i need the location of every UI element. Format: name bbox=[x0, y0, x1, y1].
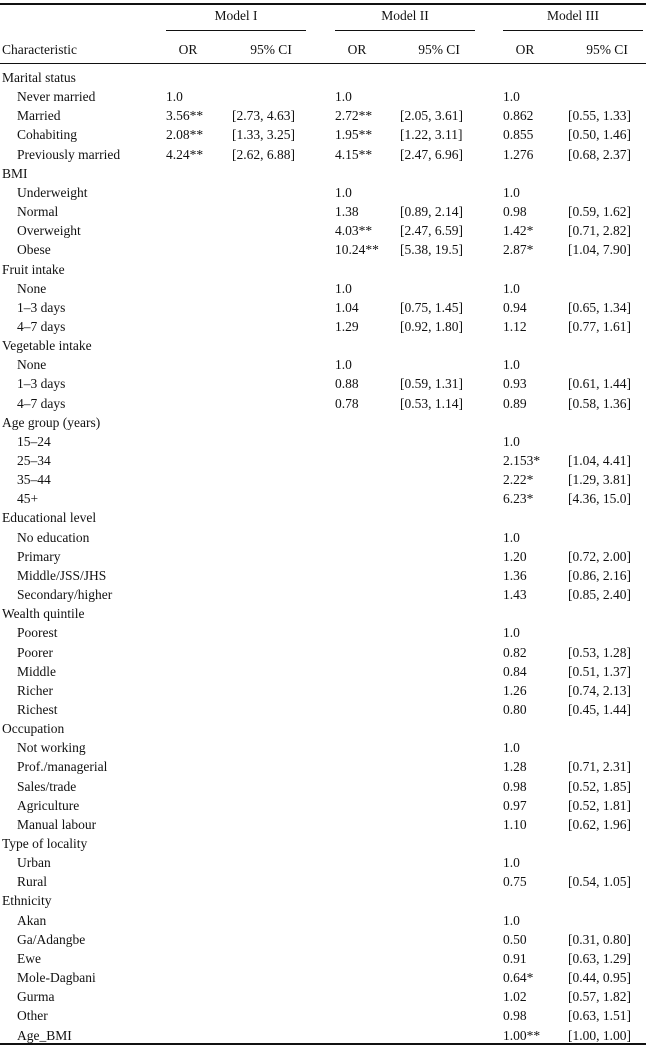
cell-m3-ci: [0.50, 1.46] bbox=[568, 127, 631, 142]
cell-m2-or: 0.88 bbox=[335, 376, 359, 391]
row-label: Ewe bbox=[17, 951, 41, 966]
cell-m2-or: 1.0 bbox=[335, 89, 352, 104]
row-label: 4–7 days bbox=[17, 319, 66, 334]
cell-m3-or: 1.0 bbox=[503, 185, 520, 200]
row-label: Sales/trade bbox=[17, 779, 77, 794]
cell-m3-or: 1.0 bbox=[503, 89, 520, 104]
row-label: Urban bbox=[17, 855, 51, 870]
row-label: Ga/Adangbe bbox=[17, 932, 86, 947]
cell-m2-or: 4.03** bbox=[335, 223, 373, 238]
cell-m3-or: 1.36 bbox=[503, 568, 527, 583]
header-characteristic: Characteristic bbox=[2, 42, 77, 57]
row-label: Agriculture bbox=[17, 798, 80, 813]
cell-m2-or: 1.0 bbox=[335, 185, 352, 200]
cell-m2-ci: [0.59, 1.31] bbox=[400, 376, 463, 391]
model-2-underline bbox=[335, 30, 475, 31]
model-1-underline bbox=[166, 30, 306, 31]
cell-m3-ci: [0.71, 2.82] bbox=[568, 223, 631, 238]
cell-m2-or: 4.15** bbox=[335, 147, 373, 162]
top-rule bbox=[0, 3, 646, 5]
row-label: 35–44 bbox=[17, 472, 51, 487]
model-3-underline bbox=[503, 30, 643, 31]
cell-m2-or: 1.04 bbox=[335, 300, 359, 315]
cell-m3-or: 0.91 bbox=[503, 951, 527, 966]
cell-m3-or: 1.0 bbox=[503, 434, 520, 449]
cell-m3-ci: [1.00, 1.00] bbox=[568, 1028, 631, 1043]
cell-m3-or: 1.0 bbox=[503, 530, 520, 545]
cell-m3-ci: [0.59, 1.62] bbox=[568, 204, 631, 219]
cell-m2-or: 1.29 bbox=[335, 319, 359, 334]
cell-m3-ci: [0.63, 1.51] bbox=[568, 1008, 631, 1023]
cell-m2-ci: [0.53, 1.14] bbox=[400, 396, 463, 411]
cell-m3-ci: [0.85, 2.40] bbox=[568, 587, 631, 602]
cell-m3-or: 0.75 bbox=[503, 874, 527, 889]
section-label: Age group (years) bbox=[2, 415, 101, 430]
row-label: Middle bbox=[17, 664, 56, 679]
row-label: Richer bbox=[17, 683, 53, 698]
header-m2-or: OR bbox=[347, 42, 367, 57]
cell-m1-or: 1.0 bbox=[166, 89, 183, 104]
row-label: Prof./managerial bbox=[17, 759, 108, 774]
section-label: Vegetable intake bbox=[2, 338, 92, 353]
header-m1-ci: 95% CI bbox=[250, 42, 292, 57]
cell-m3-ci: [0.31, 0.80] bbox=[568, 932, 631, 947]
cell-m1-or: 4.24** bbox=[166, 147, 204, 162]
cell-m3-ci: [0.44, 0.95] bbox=[568, 970, 631, 985]
cell-m3-or: 1.28 bbox=[503, 759, 527, 774]
cell-m3-ci: [1.29, 3.81] bbox=[568, 472, 631, 487]
cell-m3-ci: [1.04, 4.41] bbox=[568, 453, 631, 468]
model-1-title: Model I bbox=[214, 8, 258, 23]
row-label: Normal bbox=[17, 204, 59, 219]
cell-m3-or: 2.153* bbox=[503, 453, 541, 468]
section-label: Type of locality bbox=[2, 836, 88, 851]
row-label: 45+ bbox=[17, 491, 39, 506]
row-label: Secondary/higher bbox=[17, 587, 113, 602]
cell-m2-or: 1.0 bbox=[335, 357, 352, 372]
section-label: Marital status bbox=[2, 70, 76, 85]
cell-m1-ci: [2.73, 4.63] bbox=[232, 108, 295, 123]
cell-m3-or: 6.23* bbox=[503, 491, 534, 506]
cell-m2-ci: [2.47, 6.59] bbox=[400, 223, 463, 238]
row-label: 1–3 days bbox=[17, 300, 66, 315]
section-label: Educational level bbox=[2, 510, 97, 525]
cell-m3-or: 0.94 bbox=[503, 300, 527, 315]
cell-m3-ci: [0.53, 1.28] bbox=[568, 645, 631, 660]
cell-m3-or: 1.0 bbox=[503, 855, 520, 870]
cell-m3-or: 0.98 bbox=[503, 779, 527, 794]
row-label: 25–34 bbox=[17, 453, 51, 468]
section-label: Occupation bbox=[2, 721, 65, 736]
cell-m3-ci: [4.36, 15.0] bbox=[568, 491, 631, 506]
cell-m2-or: 1.0 bbox=[335, 281, 352, 296]
cell-m3-or: 1.0 bbox=[503, 357, 520, 372]
cell-m3-or: 1.0 bbox=[503, 913, 520, 928]
cell-m3-ci: [0.52, 1.85] bbox=[568, 779, 631, 794]
row-label: Poorer bbox=[17, 645, 53, 660]
cell-m3-or: 0.93 bbox=[503, 376, 527, 391]
model-2-title: Model II bbox=[381, 8, 429, 23]
cell-m3-ci: [0.77, 1.61] bbox=[568, 319, 631, 334]
row-label: Richest bbox=[17, 702, 58, 717]
cell-m3-ci: [1.04, 7.90] bbox=[568, 242, 631, 257]
cell-m1-ci: [1.33, 3.25] bbox=[232, 127, 295, 142]
row-label: Previously married bbox=[17, 147, 121, 162]
cell-m3-or: 1.12 bbox=[503, 319, 527, 334]
cell-m3-ci: [0.68, 2.37] bbox=[568, 147, 631, 162]
row-label: Obese bbox=[17, 242, 51, 257]
cell-m3-or: 1.42* bbox=[503, 223, 534, 238]
row-label: Middle/JSS/JHS bbox=[17, 568, 107, 583]
cell-m3-or: 0.97 bbox=[503, 798, 527, 813]
cell-m2-ci: [1.22, 3.11] bbox=[400, 127, 463, 142]
cell-m3-or: 1.10 bbox=[503, 817, 527, 832]
row-label: 4–7 days bbox=[17, 396, 66, 411]
cell-m3-or: 1.0 bbox=[503, 281, 520, 296]
row-label: Akan bbox=[17, 913, 47, 928]
row-label: Overweight bbox=[17, 223, 81, 238]
model-3-title: Model III bbox=[546, 8, 600, 23]
row-label: 15–24 bbox=[17, 434, 51, 449]
cell-m3-ci: [0.65, 1.34] bbox=[568, 300, 631, 315]
row-label: 1–3 days bbox=[17, 376, 66, 391]
cell-m3-or: 0.80 bbox=[503, 702, 527, 717]
cell-m1-ci: [2.62, 6.88] bbox=[232, 147, 295, 162]
row-label: Primary bbox=[17, 549, 61, 564]
row-label: Mole-Dagbani bbox=[17, 970, 96, 985]
header-m3-or: OR bbox=[515, 42, 535, 57]
cell-m2-ci: [0.75, 1.45] bbox=[400, 300, 463, 315]
cell-m3-or: 0.84 bbox=[503, 664, 527, 679]
cell-m3-or: 1.20 bbox=[503, 549, 527, 564]
cell-m3-or: 0.98 bbox=[503, 1008, 527, 1023]
cell-m3-ci: [0.51, 1.37] bbox=[568, 664, 631, 679]
cell-m2-ci: [2.05, 3.61] bbox=[400, 108, 463, 123]
row-label: Cohabiting bbox=[17, 127, 77, 142]
cell-m3-or: 0.89 bbox=[503, 396, 527, 411]
row-label: Underweight bbox=[17, 185, 88, 200]
cell-m3-or: 1.0 bbox=[503, 625, 520, 640]
row-label: None bbox=[17, 281, 47, 296]
header-rule bbox=[0, 63, 646, 64]
bottom-rule bbox=[0, 1043, 646, 1045]
cell-m3-ci: [0.57, 1.82] bbox=[568, 989, 631, 1004]
section-label: Ethnicity bbox=[2, 893, 52, 908]
cell-m3-or: 1.02 bbox=[503, 989, 527, 1004]
cell-m1-or: 2.08** bbox=[166, 127, 204, 142]
cell-m3-ci: [0.62, 1.96] bbox=[568, 817, 631, 832]
row-label: Other bbox=[17, 1008, 48, 1023]
cell-m3-ci: [0.74, 2.13] bbox=[568, 683, 631, 698]
cell-m3-or: 2.87* bbox=[503, 242, 534, 257]
cell-m3-ci: [0.61, 1.44] bbox=[568, 376, 631, 391]
row-label: None bbox=[17, 357, 47, 372]
cell-m3-ci: [0.55, 1.33] bbox=[568, 108, 631, 123]
row-label: Not working bbox=[17, 740, 86, 755]
row-label: Married bbox=[17, 108, 61, 123]
cell-m3-ci: [0.63, 1.29] bbox=[568, 951, 631, 966]
row-label: Never married bbox=[17, 89, 96, 104]
cell-m3-or: 0.64* bbox=[503, 970, 534, 985]
cell-m3-or: 0.82 bbox=[503, 645, 527, 660]
row-label: Age_BMI bbox=[17, 1028, 72, 1043]
cell-m3-or: 0.855 bbox=[503, 127, 534, 142]
cell-m3-or: 0.50 bbox=[503, 932, 527, 947]
cell-m3-or: 2.22* bbox=[503, 472, 534, 487]
cell-m2-or: 1.38 bbox=[335, 204, 359, 219]
cell-m3-ci: [0.72, 2.00] bbox=[568, 549, 631, 564]
cell-m2-or: 10.24** bbox=[335, 242, 379, 257]
row-label: Manual labour bbox=[17, 817, 97, 832]
cell-m3-or: 0.98 bbox=[503, 204, 527, 219]
section-label: Wealth quintile bbox=[2, 606, 85, 621]
cell-m3-ci: [0.45, 1.44] bbox=[568, 702, 631, 717]
row-label: Poorest bbox=[17, 625, 58, 640]
cell-m3-or: 1.00** bbox=[503, 1028, 541, 1043]
section-label: Fruit intake bbox=[2, 262, 65, 277]
cell-m2-or: 2.72** bbox=[335, 108, 373, 123]
cell-m1-or: 3.56** bbox=[166, 108, 204, 123]
header-m1-or: OR bbox=[178, 42, 198, 57]
cell-m3-ci: [0.71, 2.31] bbox=[568, 759, 631, 774]
cell-m3-ci: [0.58, 1.36] bbox=[568, 396, 631, 411]
cell-m2-ci: [5.38, 19.5] bbox=[400, 242, 463, 257]
cell-m3-or: 1.43 bbox=[503, 587, 527, 602]
cell-m2-or: 1.95** bbox=[335, 127, 373, 142]
section-label: BMI bbox=[2, 166, 28, 181]
cell-m2-ci: [2.47, 6.96] bbox=[400, 147, 463, 162]
cell-m3-or: 1.0 bbox=[503, 740, 520, 755]
cell-m3-or: 1.26 bbox=[503, 683, 527, 698]
cell-m3-ci: [0.86, 2.16] bbox=[568, 568, 631, 583]
header-m3-ci: 95% CI bbox=[586, 42, 628, 57]
header-m2-ci: 95% CI bbox=[418, 42, 460, 57]
cell-m2-ci: [0.92, 1.80] bbox=[400, 319, 463, 334]
row-label: Rural bbox=[17, 874, 47, 889]
cell-m3-ci: [0.52, 1.81] bbox=[568, 798, 631, 813]
cell-m3-ci: [0.54, 1.05] bbox=[568, 874, 631, 889]
cell-m2-ci: [0.89, 2.14] bbox=[400, 204, 463, 219]
cell-m2-or: 0.78 bbox=[335, 396, 359, 411]
row-label: Gurma bbox=[17, 989, 55, 1004]
cell-m3-or: 0.862 bbox=[503, 108, 534, 123]
cell-m3-or: 1.276 bbox=[503, 147, 534, 162]
row-label: No education bbox=[17, 530, 90, 545]
